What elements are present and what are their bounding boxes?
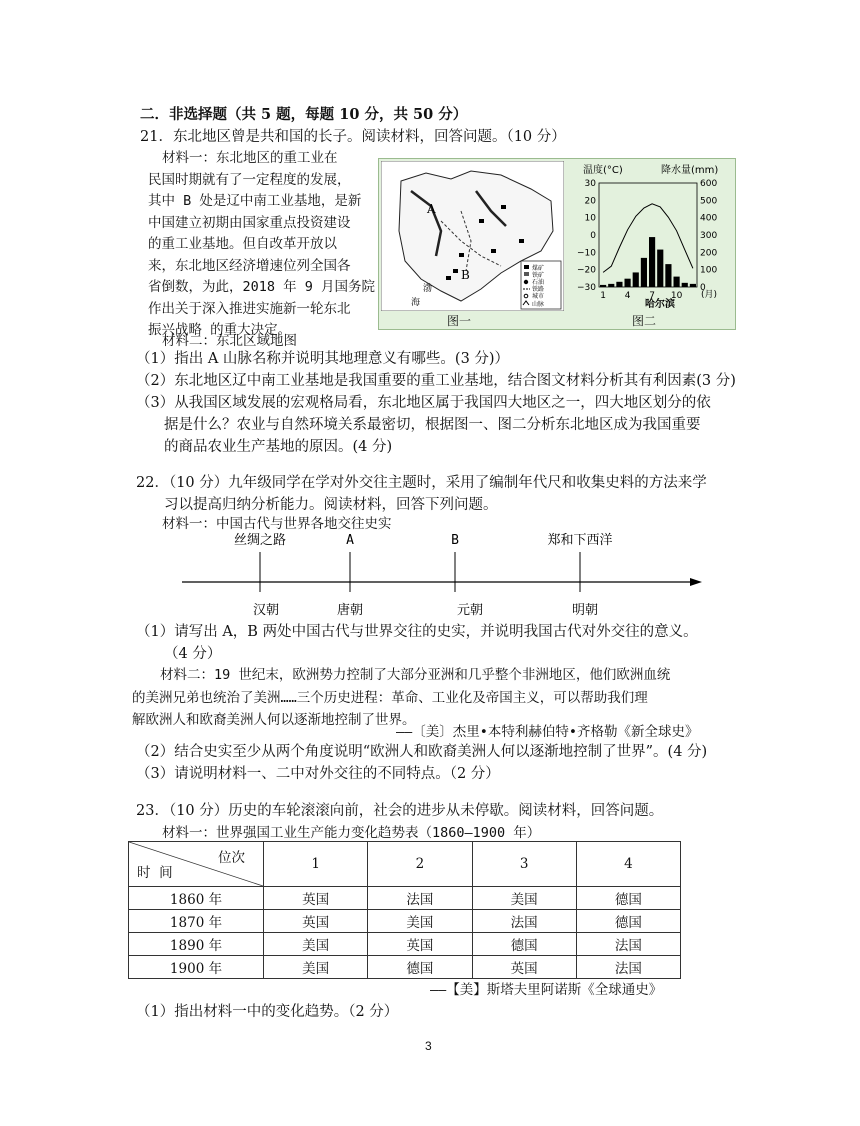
table-header-cell: 1 bbox=[264, 842, 368, 887]
precip-bar bbox=[641, 258, 647, 287]
q21-question-1: （1）指出 A 山脉名称并说明其地理意义有哪些。(3 分)） bbox=[136, 351, 510, 367]
precip-bars bbox=[600, 237, 696, 287]
map-sea-label: 渤 bbox=[423, 284, 433, 294]
table-cell: 法国 bbox=[472, 910, 576, 933]
q21-material1-line: 来，东北地区经济增速位列全国各 bbox=[148, 257, 351, 274]
table-cell: 美国 bbox=[368, 910, 472, 933]
timeline-arrow bbox=[690, 578, 702, 586]
q21-stem: 21．东北地区曾是共和国的长子。阅读材料，回答问题。（10 分） bbox=[140, 129, 566, 145]
timeline bbox=[170, 530, 730, 620]
table-header-cell: 4 bbox=[576, 842, 680, 887]
timeline-bottom-label: 元朝 bbox=[456, 603, 484, 618]
q22-material2-line: 解欧洲人和欧裔美洲人何以逐渐地控制了世界。 bbox=[132, 712, 416, 728]
precip-bar bbox=[690, 284, 696, 287]
q22-stem: 22．（10 分）九年级同学在学对外交往主题时，采用了编制年代尺和收集史料的方法来学 bbox=[136, 475, 707, 491]
climate-plot-frame bbox=[599, 183, 697, 287]
table-header-cell: 2 bbox=[368, 842, 472, 887]
precip-bar bbox=[682, 283, 688, 287]
timeline-bottom-label: 唐朝 bbox=[336, 603, 364, 618]
q23-stem: 23．（10 分）历史的车轮滚滚向前，社会的进步从未停歇。阅读材料，回答问题。 bbox=[136, 803, 664, 819]
prec-tick-label: 500 bbox=[700, 196, 718, 207]
prec-tick-label: 0 bbox=[700, 283, 706, 293]
table-cell: 英国 bbox=[472, 956, 576, 979]
prec-tick-label: 100 bbox=[700, 265, 718, 276]
precip-bar bbox=[625, 279, 631, 287]
timeline-top-label: A bbox=[346, 533, 354, 548]
q22-material1: 材料一：中国古代与世界各地交往史实 bbox=[162, 516, 392, 532]
legend-item: 铁矿 bbox=[532, 272, 545, 279]
timeline-top-label: B bbox=[451, 533, 459, 548]
table-cell: 英国 bbox=[264, 910, 368, 933]
month-tick-label: 10 bbox=[670, 291, 683, 301]
table-cell: 德国 bbox=[576, 910, 680, 933]
legend-item: 山脉 bbox=[532, 301, 545, 308]
timeline-top-label: 郑和下西洋 bbox=[547, 533, 613, 548]
timeline-bottom-label: 明朝 bbox=[571, 603, 599, 618]
precip-bar bbox=[665, 264, 671, 287]
q22-material2-line: 的美洲兄弟也统治了美洲……三个历史进程：革命、工业化及帝国主义，可以帮助我们理 bbox=[132, 689, 648, 706]
q21-material1-line: 民国时期就有了一定程度的发展， bbox=[148, 171, 351, 188]
harbin-climate-chart bbox=[573, 161, 733, 311]
precip-bar bbox=[608, 284, 614, 287]
q21-material1-line: 省倒数，为此，2018 年 9 月国务院 bbox=[148, 279, 376, 295]
table-year-cell: 1890 年 bbox=[129, 933, 264, 956]
precip-bar bbox=[657, 250, 663, 287]
timeline-bottom-label: 汉朝 bbox=[252, 603, 280, 618]
prec-tick-label: 300 bbox=[700, 231, 718, 241]
table-cell: 美国 bbox=[264, 956, 368, 979]
prec-tick-label: 200 bbox=[700, 248, 718, 259]
table-year-cell: 1900 年 bbox=[129, 956, 264, 979]
table-cell: 德国 bbox=[368, 956, 472, 979]
section-title: 二．非选择题（共 5 题，每题 10 分，共 50 分） bbox=[140, 106, 468, 123]
climate-city-label: 哈尔滨 bbox=[645, 299, 675, 310]
page-number: 3 bbox=[425, 1039, 432, 1053]
q21-material1-line: 的重工业基地。但自改革开放以 bbox=[148, 236, 337, 252]
table-header-cell: 3 bbox=[472, 842, 576, 887]
table-cell: 英国 bbox=[264, 887, 368, 910]
temp-tick-label: 20 bbox=[584, 196, 596, 207]
table-corner-cell bbox=[129, 842, 264, 887]
precip-bar bbox=[616, 282, 622, 287]
fig2-caption: 图二 bbox=[632, 314, 657, 328]
q23-source: ——【美】斯塔夫里阿诺斯《全球通史》 bbox=[430, 982, 663, 998]
q22-question-1: （1）请写出 A，B 两处中国古代与世界交往的史实，并说明我国古代对外交往的意义。 bbox=[136, 624, 698, 640]
temp-tick-label: 10 bbox=[584, 213, 596, 224]
table-cell: 法国 bbox=[576, 956, 680, 979]
map-label-b: B bbox=[461, 268, 470, 282]
corner-label-time: 时 间 bbox=[137, 865, 173, 881]
q22-stem-cont: 习以提高归纳分析能力。阅读材料，回答下列问题。 bbox=[164, 497, 498, 513]
figure-panel bbox=[378, 158, 736, 330]
temperature-curve bbox=[603, 204, 693, 273]
q21-material1-line: 材料一：东北地区的重工业在 bbox=[162, 150, 338, 166]
q22-source: ——〔美〕杰里•本特利赫伯特•齐格勒《新全球史》 bbox=[396, 724, 699, 740]
table-year-cell: 1870 年 bbox=[129, 910, 264, 933]
q21-question-3-cont: 据是什么？农业与自然环境关系最密切，根据图一、图二分析东北地区成为我国重要 bbox=[164, 417, 701, 433]
temp-tick-label: 0 bbox=[590, 231, 596, 241]
month-tick-label: 1 bbox=[600, 291, 606, 301]
q21-material1 bbox=[148, 148, 375, 342]
q21-question-3-cont: 的商品农业生产基地的原因。(4 分) bbox=[164, 439, 393, 455]
table-row bbox=[129, 933, 681, 956]
precip-bar bbox=[600, 285, 606, 287]
q23-material1: 材料一：世界强国工业生产能力变化趋势表（1860—1900 年） bbox=[162, 825, 541, 841]
prec-tick-label: 600 bbox=[700, 179, 718, 189]
timeline-top-label: 丝绸之路 bbox=[233, 533, 287, 548]
fig1-caption: 图一 bbox=[447, 314, 472, 328]
q22-material2-line: 材料二：19 世纪末，欧洲势力控制了大部分亚洲和几乎整个非洲地区，他们欧洲血统 bbox=[160, 667, 671, 683]
table-cell: 英国 bbox=[368, 933, 472, 956]
q21-material2: 材料二：东北区域地图 bbox=[162, 333, 297, 349]
map-sea-label: 海 bbox=[411, 298, 421, 308]
climate-month-unit: (月) bbox=[701, 290, 718, 300]
temp-tick-label: 30 bbox=[584, 179, 596, 189]
legend-item: 铁路 bbox=[532, 286, 545, 293]
corner-label-rank: 位次 bbox=[218, 850, 245, 866]
legend-item: 城市 bbox=[532, 293, 545, 300]
climate-temp-title: 温度(°C) bbox=[583, 165, 623, 176]
q22-question-2: （2）结合史实至少从两个角度说明“欧洲人和欧裔美洲人何以逐渐地控制了世界”。(4 分) bbox=[136, 744, 708, 760]
table-row bbox=[129, 887, 681, 910]
map-label-a: A bbox=[427, 202, 436, 216]
month-tick-label: 7 bbox=[649, 291, 655, 301]
legend-item: 石油 bbox=[532, 279, 545, 286]
table-cell: 美国 bbox=[264, 933, 368, 956]
table-cell: 美国 bbox=[472, 887, 576, 910]
table-row bbox=[129, 910, 681, 933]
table-year-cell: 1860 年 bbox=[129, 887, 264, 910]
climate-prec-title: 降水量(mm) bbox=[661, 165, 719, 176]
prec-tick-label: 400 bbox=[700, 213, 718, 224]
table-row bbox=[129, 956, 681, 979]
temp-tick-label: −20 bbox=[577, 265, 596, 276]
precip-bar bbox=[649, 237, 655, 287]
temp-tick-label: −30 bbox=[577, 283, 596, 293]
q21-material1-line: 作出关于深入推进实施新一轮东北 bbox=[148, 300, 351, 317]
table-cell: 德国 bbox=[576, 887, 680, 910]
temp-tick-label: −10 bbox=[577, 248, 596, 259]
legend-item: 煤矿 bbox=[532, 265, 545, 272]
table-cell: 德国 bbox=[472, 933, 576, 956]
table-cell: 法国 bbox=[368, 887, 472, 910]
precip-bar bbox=[674, 277, 680, 287]
table-cell: 法国 bbox=[576, 933, 680, 956]
q22-question-1-cont: （4 分） bbox=[164, 646, 222, 662]
month-tick-label: 4 bbox=[624, 291, 631, 301]
industry-ranking-table bbox=[128, 841, 681, 979]
q21-material1-line: 中国建立初期由国家重点投资建设 bbox=[148, 214, 351, 231]
q21-question-3: （3）从我国区域发展的宏观格局看，东北地区属于我国四大地区之一，四大地区划分的依 bbox=[136, 395, 711, 411]
q21-question-2: （2）东北地区辽中南工业基地是我国重要的重工业基地，结合图文材料分析其有利因素(3 分) bbox=[136, 373, 736, 389]
precip-bar bbox=[633, 272, 639, 287]
q23-question-1: （1）指出材料一中的变化趋势。（2 分） bbox=[136, 1004, 399, 1020]
northeast-map bbox=[381, 161, 564, 311]
q22-question-3: （3）请说明材料一、二中对外交往的不同特点。（2 分） bbox=[136, 766, 500, 782]
q21-material1-line: 其中 B 处是辽中南工业基地，是新 bbox=[148, 193, 362, 209]
q21-material1-line: 振兴战略 的重大决定。 bbox=[148, 322, 292, 338]
